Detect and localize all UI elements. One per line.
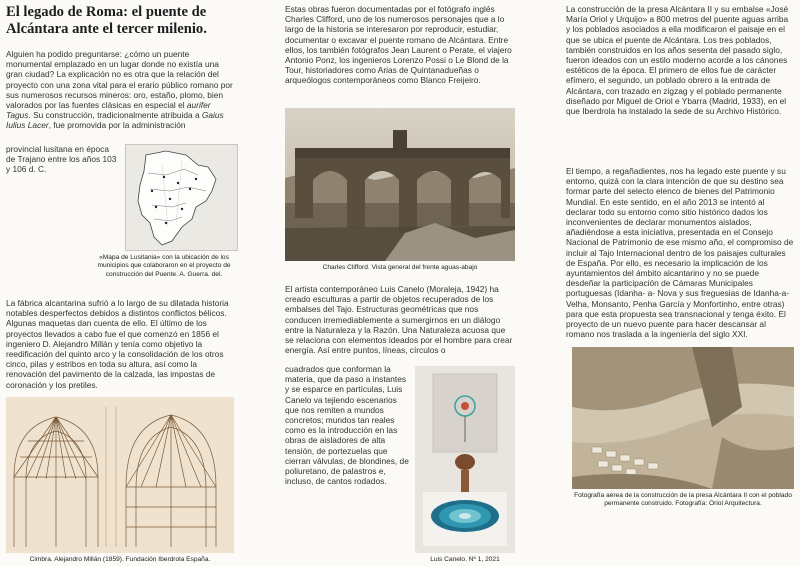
intro-continuation: provincial lusitana en época de Trajano entre los años 103 y 106 d. C.	[6, 144, 117, 175]
column-1	[6, 0, 234, 566]
aerial-caption: Fotografía aérea de la construcción de la presa Alcántara II con el poblado permanente construido. Fotografía: Oriol Arquitectura.	[574, 492, 792, 508]
bridge-photograph	[285, 108, 515, 261]
column-3	[566, 0, 794, 566]
canelo-paragraph: El artista contemporáneo Luis Canelo (Moraleja, 1942) ha creado esculturas a partir de objetos recuperados de los embalses del Tajo. Estructuras geométricas que nos conducen irremediablemente a sumergirnos en un diálogo entre la Naturaleza y la Razón. Una Naturaleza acuosa que se relaciona con elementos ideados por el hombre para crear energía. Así entre puntos, líneas, círculos o	[285, 284, 513, 356]
history-paragraph: La fábrica alcantarina sufrió a lo largo de su dilatada historia notables desperfectos debidos a distintos conflictos bélicos. Algunas maquetas dan cuenta de ello. El último de los proyectos llevados a cabo fue el que comenzó en 1856 el ingeniero D. Alejandro Millán y tenía como objetivo la reedificación del quinto arco y la consolidación de los otros cinco, pilas y estribos en toda su altura, así como la renovación del pavimento de la calzada, las impostas de coronación y los pretiles.	[6, 298, 229, 390]
map-illustration	[126, 145, 238, 251]
intro-paragraph: Alguien ha podido preguntarse: ¿cómo un puente monumental emplazado en un lugar donde no existía una gran ciudad? La explicación no es otra que la relación del proyecto con una zona vital para el erario público romano por sus numerosos recursos mineros: oro, estaño, plomo, bien valorados por las fuentes clásicas en especial el aurifer Tagus. Su construcción, tradicionalmente atribuida a Gaius Iulius Lacer, fue promovida por la administración	[6, 49, 233, 131]
canelo-caption: Luis Canelo. Nº 1, 2021	[430, 556, 500, 563]
aerial-dam-photo	[572, 347, 794, 489]
cimbra-caption: Cimbra. Alejandro Millán (1859). Fundación Iberdrola España.	[29, 556, 211, 563]
lusitania-map-image	[125, 144, 238, 251]
clifford-bridge-photo	[285, 108, 515, 261]
bridge-caption: Charles Clifford. Vista general del frente aguas-abajo	[322, 264, 478, 271]
dam-paragraph: La construcción de la presa Alcántara II y su embalse «José María Oriol y Urquijo» a 800 metros del puente aguas arriba y los poblados asociados a ella modificaron el paisaje en el que se ubica el puente de Alcántara. Los tres poblados, también construidos en los años sesenta del pasado siglo, fueron ideados con un estilo moderno acorde a los cánones estéticos de la época. El primero de ellos fue de carácter efímero, el segundo, un poblado obrero a la entrada de Alcántara, con trazado en zigzag y el poblado permanente diseñado por Miguel de Oriol e Ybarra (Madrid, 1933), en el que Iberdrola ha instalado la sede de su Archivo Histórico.	[566, 4, 789, 117]
heritage-paragraph: El tiempo, a regañadientes, nos ha legado este puente y su entorno, quizá con la clara intención de que su destino sea formar parte del selecto elenco de bienes del Patrimonio Mundial. En este sentido, en el año 2013 se intentó al declarar todo su entorno como sitio histórico dados los inconvenientes de declarar monumentos aislados, añadiéndose a esta iniciativa, presentada en el Consejo Nacional de Patrimonio de ese mismo año, el compromiso de incluir al Tajo Internacional dentro de los paisajes culturales de España. Por ello, es necesario la implicación de los ayuntamientos del ámbito alcantarino y no se puede desdeñar la participación de Cámaras Municipales portuguesas (Idanha- a- Nova y sus freguesias de Idanha-a-Velha, Monsanto, Penha García y Monfortinho, entre otras) para que esta propuesta sea transnacional y tenga éxito. El proyecto de un nuevo puente para hacer descansar al romano nos traslada a la ingeniería del siglo XXI.	[566, 166, 794, 340]
cimbra-drawing	[6, 397, 234, 553]
clifford-paragraph: Estas obras fueron documentadas por el fotógrafo inglés Charles Clifford, uno de los numerosos personajes que a lo largo de la historia se interesaron por reproducir, estudiar, documentar o excavar el puente romano de Alcántara. Entre ellos, los también fotógrafos Jean Laurent o Perate, el viajero Antonio Ponz, los ingenieros Lorenzo Possi o Le Blond de la Tour, historiadores como Arias de Quintanadueñas o arqueólogos contemporáneos como Blanco Freijeiro.	[285, 4, 512, 86]
canelo-continuation: cuadrados que conforman la materia, que da paso a instantes y se esparce en partículas, Luis Canelo va tejiendo escenarios que nos remiten a mundos concretos; mundos tan reales como es la introducción en las obras de aisladores de alta tensión, de portezuelas que cierran válvulas, de blondines, de poliuretano, de palastros e, incluso, de cantos rodados.	[285, 364, 409, 487]
article-title: El legado de Roma: el puente de Alcántara ante el tercer milenio.	[6, 4, 207, 37]
sculpture-photograph	[415, 366, 515, 553]
canelo-sculpture-photo	[415, 366, 515, 553]
map-caption: «Mapa de Lusitania» con la ubicación de los municipios que colaboraron en el proyecto de construcción del Puente. A. Guerra. del.	[97, 254, 231, 278]
cimbra-drawing-image	[6, 397, 234, 553]
aerial-photograph	[572, 347, 794, 489]
column-2	[285, 0, 515, 566]
